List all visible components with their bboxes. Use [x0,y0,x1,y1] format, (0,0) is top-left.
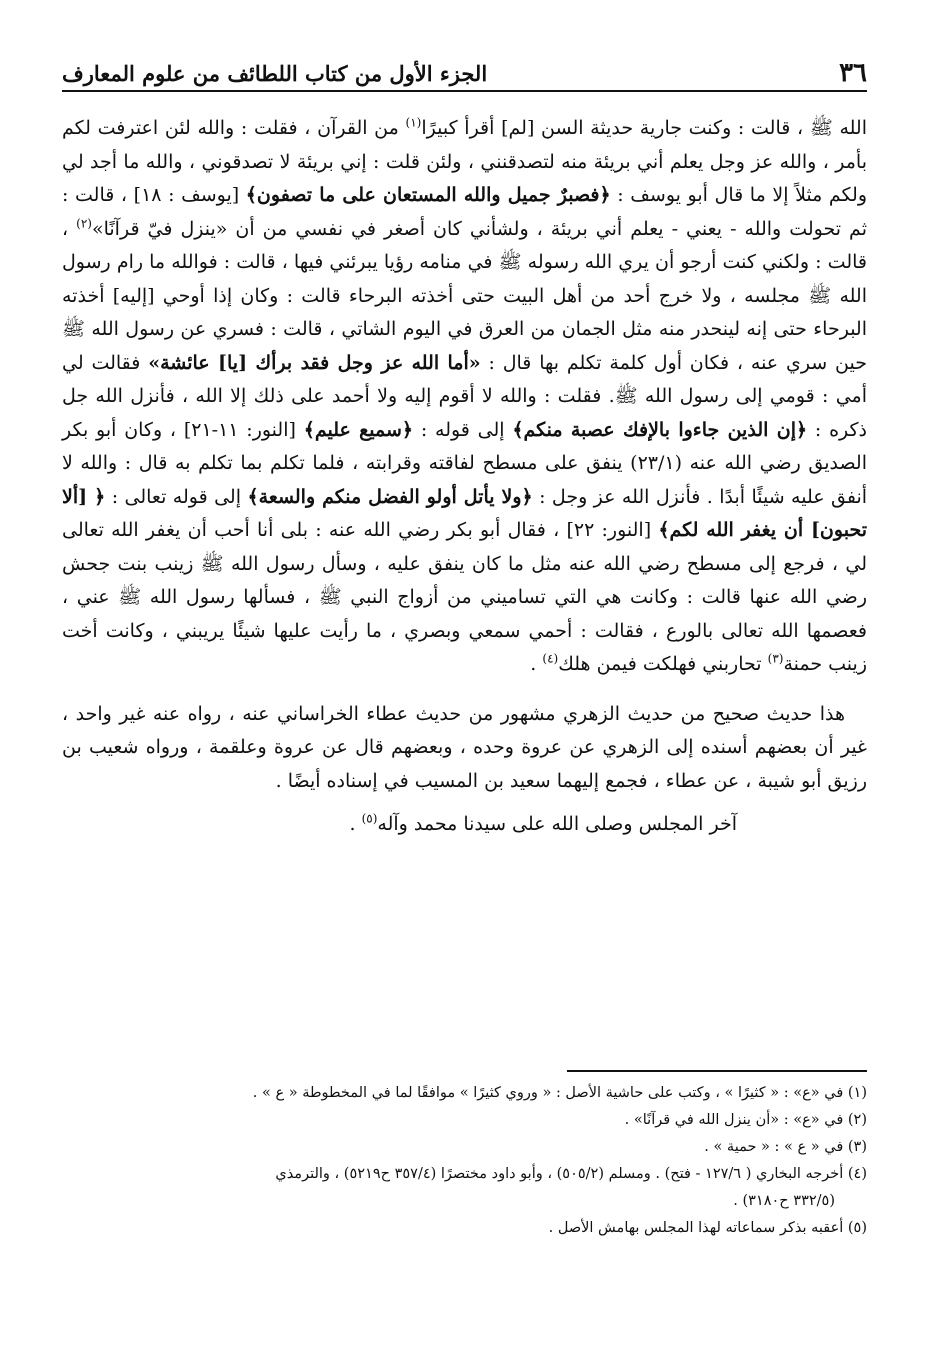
footnote: (٥) أعقبه بذكر سماعاته لهذا المجلس بهامش الأصل . [548,1220,867,1236]
main-text [62,112,867,842]
text-run: إلى قوله تعالى : [111,485,242,508]
quran-quote: ﴿ولا يأتل أولو الفضل منكم والسعة﴾ [247,485,533,508]
text-run: آخر المجلس وصلى الله على سيدنا محمد وآله [377,813,737,835]
text-run: [يوسف : ١٨] ، قالت : ثم تحولت والله - يعني - يعلم أني بريئة ، ولشأني كان أصغر في نفسي من أن «ينزل فيّ قرآنًا» [62,184,867,240]
paragraph-hadith [62,112,867,682]
footnote: (٤) أخرجه البخاري ( ١٢٧/٦ - فتح) . ومسلم (٥٠٥/٢) ، وأبو داود مختصرًا (٣٥٧/٤ ح٥٢١٩) ، والترمذي [275,1166,867,1182]
footnote-divider [567,1070,867,1072]
footnote: (١) في «ع» : « كثيرًا » ، وكتب على حاشية الأصل : « وروي كثيرًا » موافقًا لما في المخطوطة « ع » . [252,1085,867,1101]
quran-quote: ﴿ [ألا تحبون] أن يغفر الله لكم﴾ [62,485,867,541]
text-run: الله ﷺ ، قالت : وكنت جارية حديثة السن [لم] أقرأ كبيرًا [421,117,867,139]
text-run: من القرآن ، فقلت : والله لئن اعترفت لكم بأمر ، والله عز وجل يعلم أني بريئة منه لتصدقنني ، ولئن قلت : إني بريئة لا تصدقوني ، والله ما أجد لي ولكم مثلاً إلا ما قال أبو يوسف : [62,117,868,206]
closing-line [62,808,867,842]
text-run: . [349,813,356,835]
page-number: ٣٦ [839,58,867,88]
running-title: الجزء الأول من كتاب اللطائف من علوم المعارف [62,61,488,86]
footnote-ref: (٤) [542,651,559,666]
footnote-ref: (٣) [767,651,784,666]
quran-quote: ﴿سميع عليم﴾ [303,418,414,441]
text-run: ، قالت : ولكني كنت أرجو أن يري الله رسوله ﷺ في منامه رؤيا يبرئني فيها ، قالت : فوالله ما رام رسول الله ﷺ مجلسه ، ولا خرج أحد من أهل البيت حتى أخذته البرحاء قالت : وكان إذا أوحي [إليه] أخذته البرحاء حتى إنه لينحدر منه مثل الجمان من العرق في اليوم الشاتي ، قالت : فسري عن رسول الله ﷺ حين سري عنه ، فكان أول كلمة تكلم بها قال : [62,217,867,374]
footnote-ref: (١) [405,115,422,130]
text-run: [النور: ١١-٢١] ، وكان أبو بكر الصديق رضي الله عنه (٢٣/١) ينفق على مسطح لفاقته وقرابته ، فلما تكلم بما تكلم به قال : والله لا أنفق عليه شيئًا أبدًا . فأنزل الله عز وجل : [62,418,868,508]
bold-quote: «أما الله عز وجل فقد برأك [يا] عائشة» [148,351,481,374]
footnotes [62,1080,867,1242]
paragraph-commentary: هذا حديث صحيح من حديث الزهري مشهور من حديث عطاء الخراساني عنه ، رواه عنه غير واحد ، غير أن بعضهم أسنده إلى الزهري عن عروة وحده ، وبعضهم قال عن عروة وعلقمة ، ورواه شعيب بن رزيق أبو شيبة ، عن عطاء ، فجمع إليهما سعيد بن المسيب في إسناده أيضًا . [62,702,867,792]
quran-quote: ﴿فصبرٌ جميل والله المستعان على ما تصفون﴾ [245,184,611,206]
text-run: فقالت لي أمي : قومي إلى رسول الله ﷺ. فقلت : والله لا أقوم إليه ولا أحمد على ذلك إلا الله ، فأنزل الله جل ذكره : [62,351,868,441]
quran-quote: ﴿إن الذين جاءوا بالإفك عصبة منكم﴾ [512,418,808,441]
text-run: تحاربني فهلكت فيمن هلك [558,653,762,675]
text-run: إلى قوله : [420,418,505,441]
text-run: [النور: ٢٢] ، فقال أبو بكر رضي الله عنه : بلى أنا أحب أن يغفر الله تعالى لي ، فرجع إلى مسطح رضي الله عنه مثل ما كان ينفق عليه ، وسأل رسول الله ﷺ زينب بنت جحش رضي الله عنها قالت : وكانت هي التي تساميني من أزواج النبي ﷺ ، فسألها رسول الله ﷺ عني ، فعصمها الله تعالى بالورع ، فقالت : أحمي سمعي وبصري ، ما رأيت عليها شيئًا يريبني ، وكانت أخت زينب حمنة [62,519,867,675]
footnote-ref: (٥) [361,811,378,826]
footnote: (٣) في « ع » : « حمية » . [704,1139,867,1155]
running-header [62,56,867,92]
footnote-continuation: (٣٣٢/٥ ح٣١٨٠) . [733,1193,835,1209]
footnote: (٢) في «ع» : «أن ينزل الله في قرآنًا» . [624,1112,867,1128]
text-run: . [530,653,537,675]
footnote-ref: (٢) [76,216,92,231]
